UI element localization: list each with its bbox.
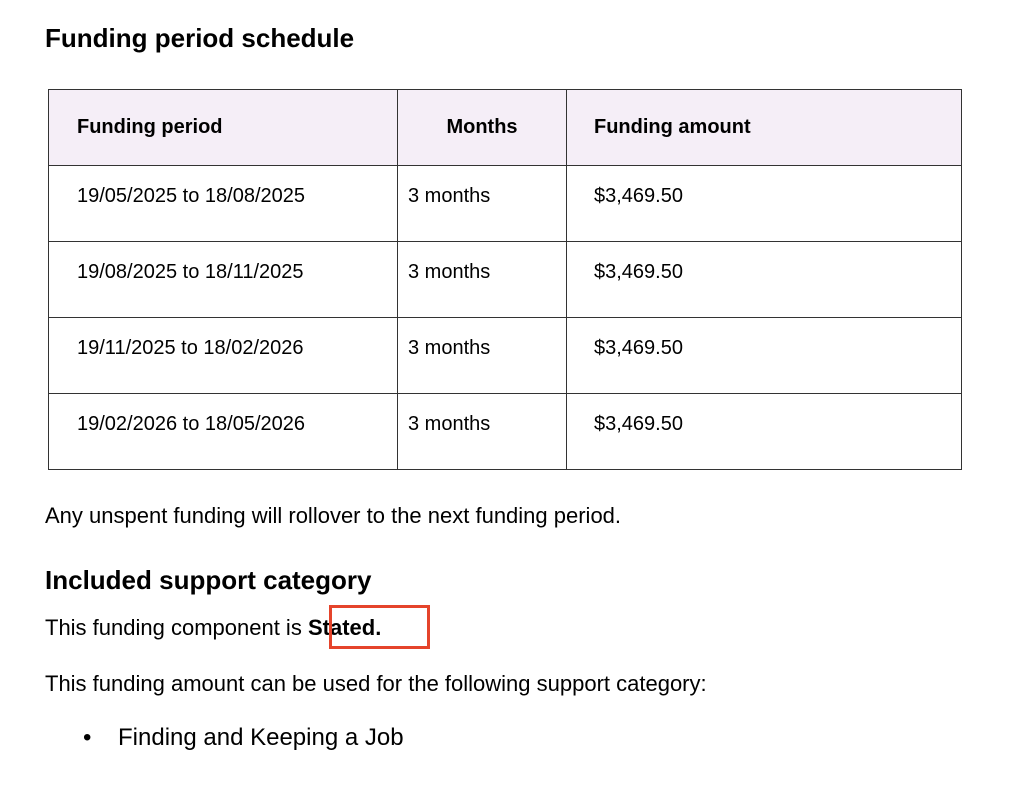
months-text: 3 months: [408, 261, 491, 283]
table-header-row: [49, 90, 962, 166]
months-text: 3 months: [408, 185, 491, 207]
table-row: [49, 242, 962, 318]
cell-funding-period: [49, 394, 398, 470]
support-usage-text: This funding amount can be used for the following support category:: [45, 671, 707, 696]
cell-months: [398, 166, 567, 242]
cell-funding-amount: [567, 318, 962, 394]
cell-funding-period: [49, 242, 398, 318]
cell-months: [398, 318, 567, 394]
column-header-months: Months: [398, 90, 567, 166]
rollover-note: Any unspent funding will rollover to the next funding period.: [45, 503, 622, 528]
funding-schedule-heading: Funding period schedule: [45, 23, 355, 53]
cell-funding-amount: [567, 166, 962, 242]
funding-amount-text: $3,469.50: [594, 261, 683, 283]
funding-amount-text: $3,469.50: [594, 185, 683, 207]
cell-funding-amount: [567, 394, 962, 470]
funding-period-text: 19/08/2025 to 18/11/2025: [77, 261, 304, 283]
bullet-icon: •: [83, 724, 92, 751]
support-category-heading: Included support category: [45, 565, 372, 595]
funding-component-prefix: This funding component is: [45, 615, 302, 640]
list-item: [0, 722, 404, 754]
cell-funding-period: [49, 166, 398, 242]
table-row: [49, 318, 962, 394]
support-category-list: [0, 722, 404, 754]
column-header-funding-amount: Funding amount: [567, 90, 962, 166]
table-row: [49, 394, 962, 470]
funding-schedule-table: [48, 89, 962, 470]
cell-months: [398, 242, 567, 318]
funding-amount-text: $3,469.50: [594, 337, 683, 359]
months-text: 3 months: [408, 413, 491, 435]
table-row: [49, 166, 962, 242]
cell-funding-amount: [567, 242, 962, 318]
cell-months: [398, 394, 567, 470]
funding-period-text: 19/05/2025 to 18/08/2025: [77, 185, 305, 207]
funding-component-value: Stated.: [307, 615, 382, 640]
highlight-box: [329, 605, 430, 649]
cell-funding-period: [49, 318, 398, 394]
months-text: 3 months: [408, 337, 491, 359]
funding-amount-text: $3,469.50: [594, 413, 683, 435]
funding-period-text: 19/02/2026 to 18/05/2026: [77, 413, 305, 435]
funding-period-text: 19/11/2025 to 18/02/2026: [77, 337, 304, 359]
support-category-label: Finding and Keeping a Job: [118, 724, 404, 751]
column-header-funding-period: Funding period: [49, 90, 398, 166]
